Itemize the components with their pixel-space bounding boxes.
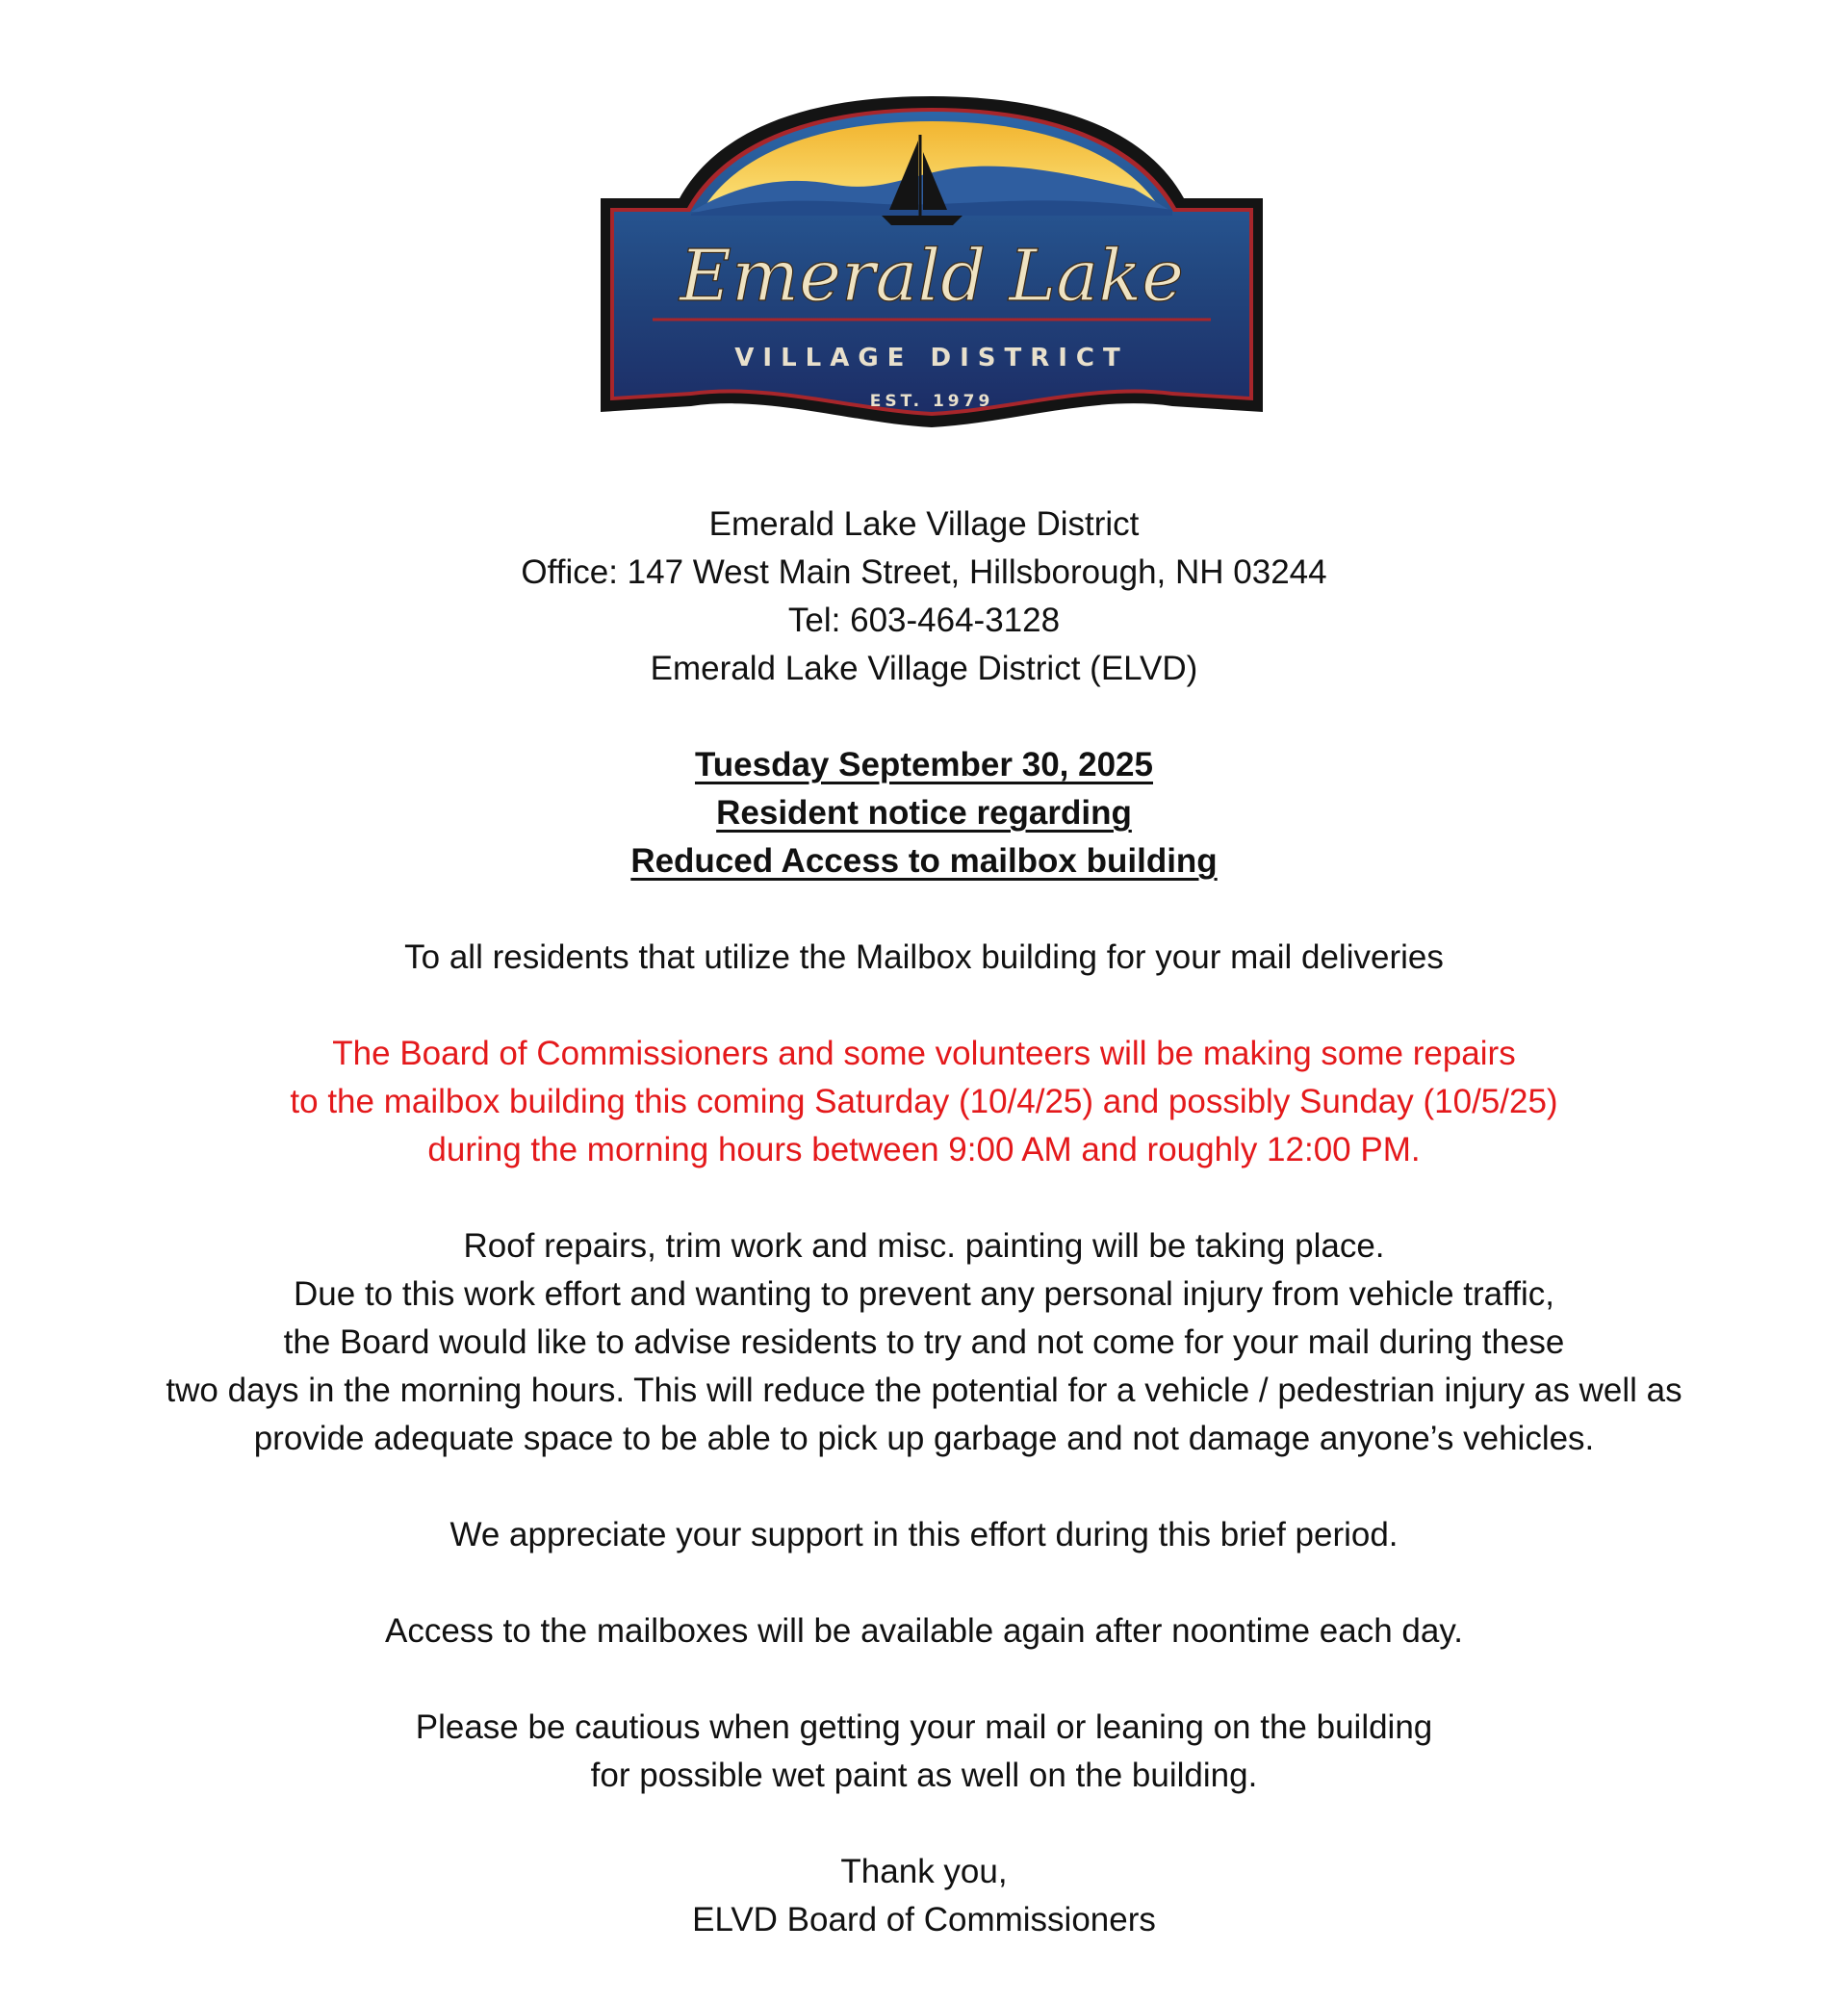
details-line: two days in the morning hours. This will reduce the potential for a vehicle / pedestrian injury as well as: [166, 1372, 1682, 1409]
details-line: Due to this work effort and wanting to prevent any personal injury from vehicle traffic,: [294, 1275, 1554, 1313]
caution-paragraph: [0, 1704, 1848, 1800]
alert-line: to the mailbox building this coming Saturday (10/4/25) and possibly Sunday (10/5/25): [290, 1083, 1558, 1120]
closing: Thank you,: [840, 1853, 1008, 1890]
district-logo: [595, 96, 1269, 431]
alert-line: The Board of Commissioners and some volunteers will be making some repairs: [332, 1035, 1516, 1072]
notice-heading: [0, 741, 1848, 886]
notice-date: Tuesday September 30, 2025: [695, 746, 1153, 783]
logo-established: EST. 1979: [869, 392, 994, 411]
org-short-name: Emerald Lake Village District (ELVD): [650, 650, 1198, 687]
logo-subtitle: VILLAGE DISTRICT: [734, 344, 1129, 372]
details-line: the Board would like to advise residents to try and not come for your mail during these: [283, 1323, 1565, 1361]
signoff: [0, 1848, 1848, 1944]
details-paragraph: [0, 1222, 1848, 1463]
district-logo-graphic: [595, 96, 1269, 431]
alert-paragraph: [0, 1030, 1848, 1174]
notice-document: [0, 500, 1848, 1944]
access-paragraph: Access to the mailboxes will be available again after noontime each day.: [385, 1612, 1463, 1650]
details-line: Roof repairs, trim work and misc. painting will be taking place.: [463, 1227, 1385, 1265]
notice-title-line-1: Resident notice regarding: [716, 794, 1132, 832]
caution-line: Please be cautious when getting your mail or leaning on the building: [415, 1708, 1433, 1746]
caution-line: for possible wet paint as well on the building.: [590, 1757, 1258, 1794]
office-address: Office: 147 West Main Street, Hillsborough, NH 03244: [521, 553, 1327, 591]
intro-paragraph: To all residents that utilize the Mailbox building for your mail deliveries: [404, 938, 1444, 976]
logo-script-name: Emerald Lake: [680, 235, 1184, 318]
org-name: Emerald Lake Village District: [708, 505, 1140, 543]
notice-title-line-2: Reduced Access to mailbox building: [630, 842, 1218, 880]
alert-line: during the morning hours between 9:00 AM and roughly 12:00 PM.: [427, 1131, 1421, 1168]
details-line: provide adequate space to be able to pick up garbage and not damage anyone’s vehicles.: [253, 1420, 1595, 1457]
org-header: [0, 500, 1848, 693]
telephone: Tel: 603-464-3128: [787, 602, 1061, 639]
appreciation-paragraph: We appreciate your support in this effort during this brief period.: [449, 1516, 1399, 1553]
signature: ELVD Board of Commissioners: [692, 1901, 1156, 1938]
